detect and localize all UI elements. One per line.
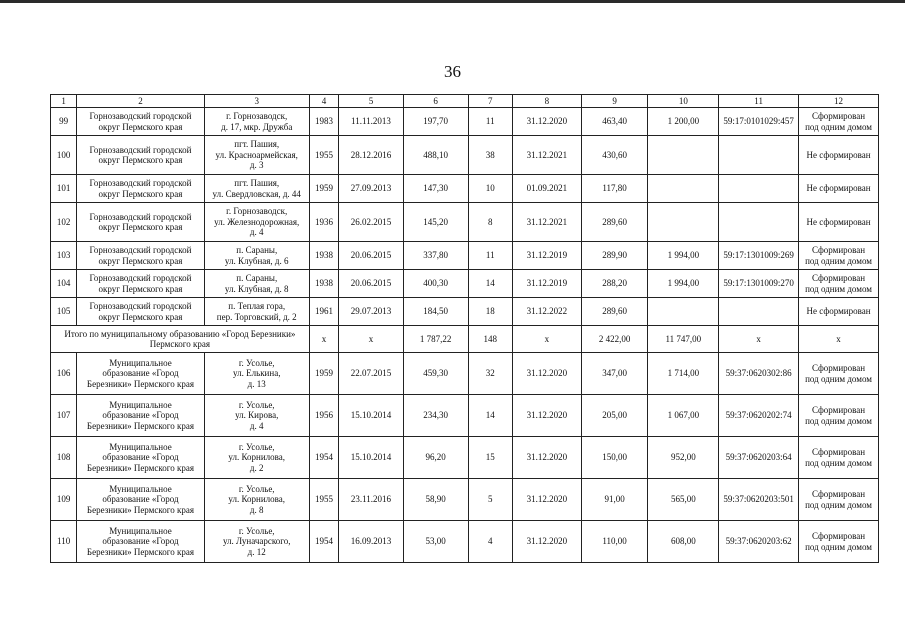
land-area: 1 714,00 <box>648 353 719 395</box>
relocation-deadline: 31.12.2021 <box>512 203 581 242</box>
cadastral-number <box>719 136 799 175</box>
total-area: 147,30 <box>403 175 468 203</box>
relocation-deadline: 01.09.2021 <box>512 175 581 203</box>
land-plot-status: Не сформирован <box>799 175 879 203</box>
residents-count: 14 <box>468 395 512 437</box>
residents-count: 5 <box>468 479 512 521</box>
column-header-6: 6 <box>403 95 468 108</box>
year-built: 1955 <box>309 136 338 175</box>
address: г. Усолье, ул. Корнилова, д. 2 <box>204 437 309 479</box>
land-plot-status: Не сформирован <box>799 298 879 326</box>
municipality: Горнозаводский городской округ Пермского края <box>77 298 204 326</box>
column-header-2: 2 <box>77 95 204 108</box>
land-plot-status: Сформирован под одним домом <box>799 479 879 521</box>
column-header-7: 7 <box>468 95 512 108</box>
recognition-date: 29.07.2013 <box>339 298 404 326</box>
address: пгт. Пашия, ул. Свердловская, д. 44 <box>204 175 309 203</box>
address: г. Усолье, ул. Кирова, д. 4 <box>204 395 309 437</box>
land-area: 1 200,00 <box>648 108 719 136</box>
year-built: 1983 <box>309 108 338 136</box>
year-built: 1959 <box>309 175 338 203</box>
year-built: 1956 <box>309 395 338 437</box>
total-area: 459,30 <box>403 353 468 395</box>
relocation-deadline: 31.12.2021 <box>512 136 581 175</box>
cadastral-number: 59:37:0620203:62 <box>719 521 799 563</box>
relocation-deadline: 31.12.2019 <box>512 270 581 298</box>
total-area: 53,00 <box>403 521 468 563</box>
living-area: 91,00 <box>581 479 648 521</box>
living-area: 110,00 <box>581 521 648 563</box>
municipality: Горнозаводский городской округ Пермского края <box>77 270 204 298</box>
living-area: 289,60 <box>581 298 648 326</box>
living-area: 347,00 <box>581 353 648 395</box>
total-area: 145,20 <box>403 203 468 242</box>
residents-count: 11 <box>468 108 512 136</box>
address: п. Сараны, ул. Клубная, д. 8 <box>204 270 309 298</box>
residents-count: 8 <box>468 203 512 242</box>
table-row <box>51 136 879 175</box>
recognition-date: 28.12.2016 <box>339 136 404 175</box>
recognition-date: 11.11.2013 <box>339 108 404 136</box>
column-header-3: 3 <box>204 95 309 108</box>
table-row <box>51 395 879 437</box>
residents-count: 18 <box>468 298 512 326</box>
row-number: 110 <box>51 521 77 563</box>
land-plot-status: Не сформирован <box>799 136 879 175</box>
table-row <box>51 270 879 298</box>
residents-count: 11 <box>468 242 512 270</box>
address: г. Усолье, ул. Корнилова, д. 8 <box>204 479 309 521</box>
municipality: Муниципальное образование «Город Березники» Пермского края <box>77 395 204 437</box>
living-area: 150,00 <box>581 437 648 479</box>
municipality: Горнозаводский городской округ Пермского края <box>77 136 204 175</box>
relocation-deadline: 31.12.2022 <box>512 298 581 326</box>
land-plot-status: Сформирован под одним домом <box>799 395 879 437</box>
land-area: 1 994,00 <box>648 242 719 270</box>
living-area: 288,20 <box>581 270 648 298</box>
cadastral-number: 59:17:1301009:269 <box>719 242 799 270</box>
residents-count: 38 <box>468 136 512 175</box>
row-number: 99 <box>51 108 77 136</box>
row-number: 101 <box>51 175 77 203</box>
total-area: 400,30 <box>403 270 468 298</box>
recognition-date: 16.09.2013 <box>339 521 404 563</box>
relocation-deadline: 31.12.2020 <box>512 108 581 136</box>
row-number: 109 <box>51 479 77 521</box>
recognition-date: 20.06.2015 <box>339 270 404 298</box>
recognition-date: 26.02.2015 <box>339 203 404 242</box>
year-built: 1936 <box>309 203 338 242</box>
land-plot-status: Сформирован под одним домом <box>799 242 879 270</box>
total-recognition-date: x <box>339 326 404 353</box>
column-header-row <box>51 95 879 108</box>
municipality: Горнозаводский городской округ Пермского края <box>77 242 204 270</box>
top-border-line <box>0 0 905 3</box>
table-row <box>51 521 879 563</box>
residents-count: 10 <box>468 175 512 203</box>
row-number: 105 <box>51 298 77 326</box>
column-header-9: 9 <box>581 95 648 108</box>
cadastral-number: 59:17:0101029:457 <box>719 108 799 136</box>
municipality: Горнозаводский городской округ Пермского края <box>77 175 204 203</box>
row-number: 107 <box>51 395 77 437</box>
municipality: Горнозаводский городской округ Пермского края <box>77 108 204 136</box>
year-built: 1938 <box>309 242 338 270</box>
total-land-plot-status: x <box>799 326 879 353</box>
cadastral-number: 59:37:0620202:74 <box>719 395 799 437</box>
table-row <box>51 175 879 203</box>
column-header-12: 12 <box>799 95 879 108</box>
total-area: 488,10 <box>403 136 468 175</box>
land-area: 952,00 <box>648 437 719 479</box>
cadastral-number: 59:37:0620302:86 <box>719 353 799 395</box>
total-area: 197,70 <box>403 108 468 136</box>
land-area <box>648 136 719 175</box>
land-plot-status: Сформирован под одним домом <box>799 521 879 563</box>
residents-count: 14 <box>468 270 512 298</box>
municipality: Муниципальное образование «Город Березники» Пермского края <box>77 521 204 563</box>
housing-registry-table <box>50 94 879 563</box>
address: п. Сараны, ул. Клубная, д. 6 <box>204 242 309 270</box>
total-living-area: 2 422,00 <box>581 326 648 353</box>
address: п. Теплая гора, пер. Торговский, д. 2 <box>204 298 309 326</box>
column-header-10: 10 <box>648 95 719 108</box>
address: г. Горнозаводск, ул. Железнодорожная, д. 4 <box>204 203 309 242</box>
row-number: 104 <box>51 270 77 298</box>
year-built: 1961 <box>309 298 338 326</box>
address: пгт. Пашия, ул. Красноармейская, д. 3 <box>204 136 309 175</box>
total-row <box>51 326 879 353</box>
living-area: 205,00 <box>581 395 648 437</box>
total-total-area: 1 787,22 <box>403 326 468 353</box>
row-number: 108 <box>51 437 77 479</box>
table-row <box>51 353 879 395</box>
total-area: 96,20 <box>403 437 468 479</box>
cadastral-number: 59:37:0620203:64 <box>719 437 799 479</box>
cadastral-number: 59:17:1301009:270 <box>719 270 799 298</box>
cadastral-number <box>719 298 799 326</box>
row-number: 103 <box>51 242 77 270</box>
total-cadastral-number: x <box>719 326 799 353</box>
relocation-deadline: 31.12.2019 <box>512 242 581 270</box>
table-row <box>51 437 879 479</box>
column-header-4: 4 <box>309 95 338 108</box>
residents-count: 32 <box>468 353 512 395</box>
total-year-built: x <box>309 326 338 353</box>
relocation-deadline: 31.12.2020 <box>512 353 581 395</box>
land-area: 1 067,00 <box>648 395 719 437</box>
land-plot-status: Не сформирован <box>799 203 879 242</box>
address: г. Усолье, ул. Елькина, д. 13 <box>204 353 309 395</box>
total-relocation-deadline: x <box>512 326 581 353</box>
table-row <box>51 108 879 136</box>
table-row <box>51 242 879 270</box>
relocation-deadline: 31.12.2020 <box>512 395 581 437</box>
land-area <box>648 175 719 203</box>
year-built: 1954 <box>309 521 338 563</box>
row-number: 100 <box>51 136 77 175</box>
recognition-date: 20.06.2015 <box>339 242 404 270</box>
land-plot-status: Сформирован под одним домом <box>799 270 879 298</box>
land-area: 1 994,00 <box>648 270 719 298</box>
municipality: Муниципальное образование «Город Березники» Пермского края <box>77 437 204 479</box>
living-area: 430,60 <box>581 136 648 175</box>
land-plot-status: Сформирован под одним домом <box>799 108 879 136</box>
column-header-5: 5 <box>339 95 404 108</box>
recognition-date: 22.07.2015 <box>339 353 404 395</box>
relocation-deadline: 31.12.2020 <box>512 479 581 521</box>
municipality: Муниципальное образование «Город Березники» Пермского края <box>77 353 204 395</box>
living-area: 463,40 <box>581 108 648 136</box>
recognition-date: 27.09.2013 <box>339 175 404 203</box>
total-residents-count: 148 <box>468 326 512 353</box>
recognition-date: 23.11.2016 <box>339 479 404 521</box>
column-header-8: 8 <box>512 95 581 108</box>
cadastral-number <box>719 203 799 242</box>
land-area <box>648 203 719 242</box>
table-row <box>51 479 879 521</box>
living-area: 289,90 <box>581 242 648 270</box>
row-number: 106 <box>51 353 77 395</box>
row-number: 102 <box>51 203 77 242</box>
land-area: 565,00 <box>648 479 719 521</box>
total-row-label: Итого по муниципальному образованию «Город Березники» Пермского края <box>51 326 310 353</box>
relocation-deadline: 31.12.2020 <box>512 437 581 479</box>
year-built: 1955 <box>309 479 338 521</box>
land-plot-status: Сформирован под одним домом <box>799 437 879 479</box>
land-plot-status: Сформирован под одним домом <box>799 353 879 395</box>
living-area: 117,80 <box>581 175 648 203</box>
residents-count: 15 <box>468 437 512 479</box>
total-area: 234,30 <box>403 395 468 437</box>
total-area: 184,50 <box>403 298 468 326</box>
residents-count: 4 <box>468 521 512 563</box>
relocation-deadline: 31.12.2020 <box>512 521 581 563</box>
municipality: Горнозаводский городской округ Пермского края <box>77 203 204 242</box>
column-header-11: 11 <box>719 95 799 108</box>
municipality: Муниципальное образование «Город Березники» Пермского края <box>77 479 204 521</box>
column-header-1: 1 <box>51 95 77 108</box>
total-area: 337,80 <box>403 242 468 270</box>
recognition-date: 15.10.2014 <box>339 395 404 437</box>
living-area: 289,60 <box>581 203 648 242</box>
table-row <box>51 298 879 326</box>
year-built: 1959 <box>309 353 338 395</box>
year-built: 1938 <box>309 270 338 298</box>
year-built: 1954 <box>309 437 338 479</box>
page-number: 36 <box>444 62 461 81</box>
address: г. Усолье, ул. Луначарского, д. 12 <box>204 521 309 563</box>
total-land-area: 11 747,00 <box>648 326 719 353</box>
recognition-date: 15.10.2014 <box>339 437 404 479</box>
table-row <box>51 203 879 242</box>
cadastral-number <box>719 175 799 203</box>
land-area <box>648 298 719 326</box>
address: г. Горнозаводск, д. 17, мкр. Дружба <box>204 108 309 136</box>
cadastral-number: 59:37:0620203:501 <box>719 479 799 521</box>
land-area: 608,00 <box>648 521 719 563</box>
total-area: 58,90 <box>403 479 468 521</box>
